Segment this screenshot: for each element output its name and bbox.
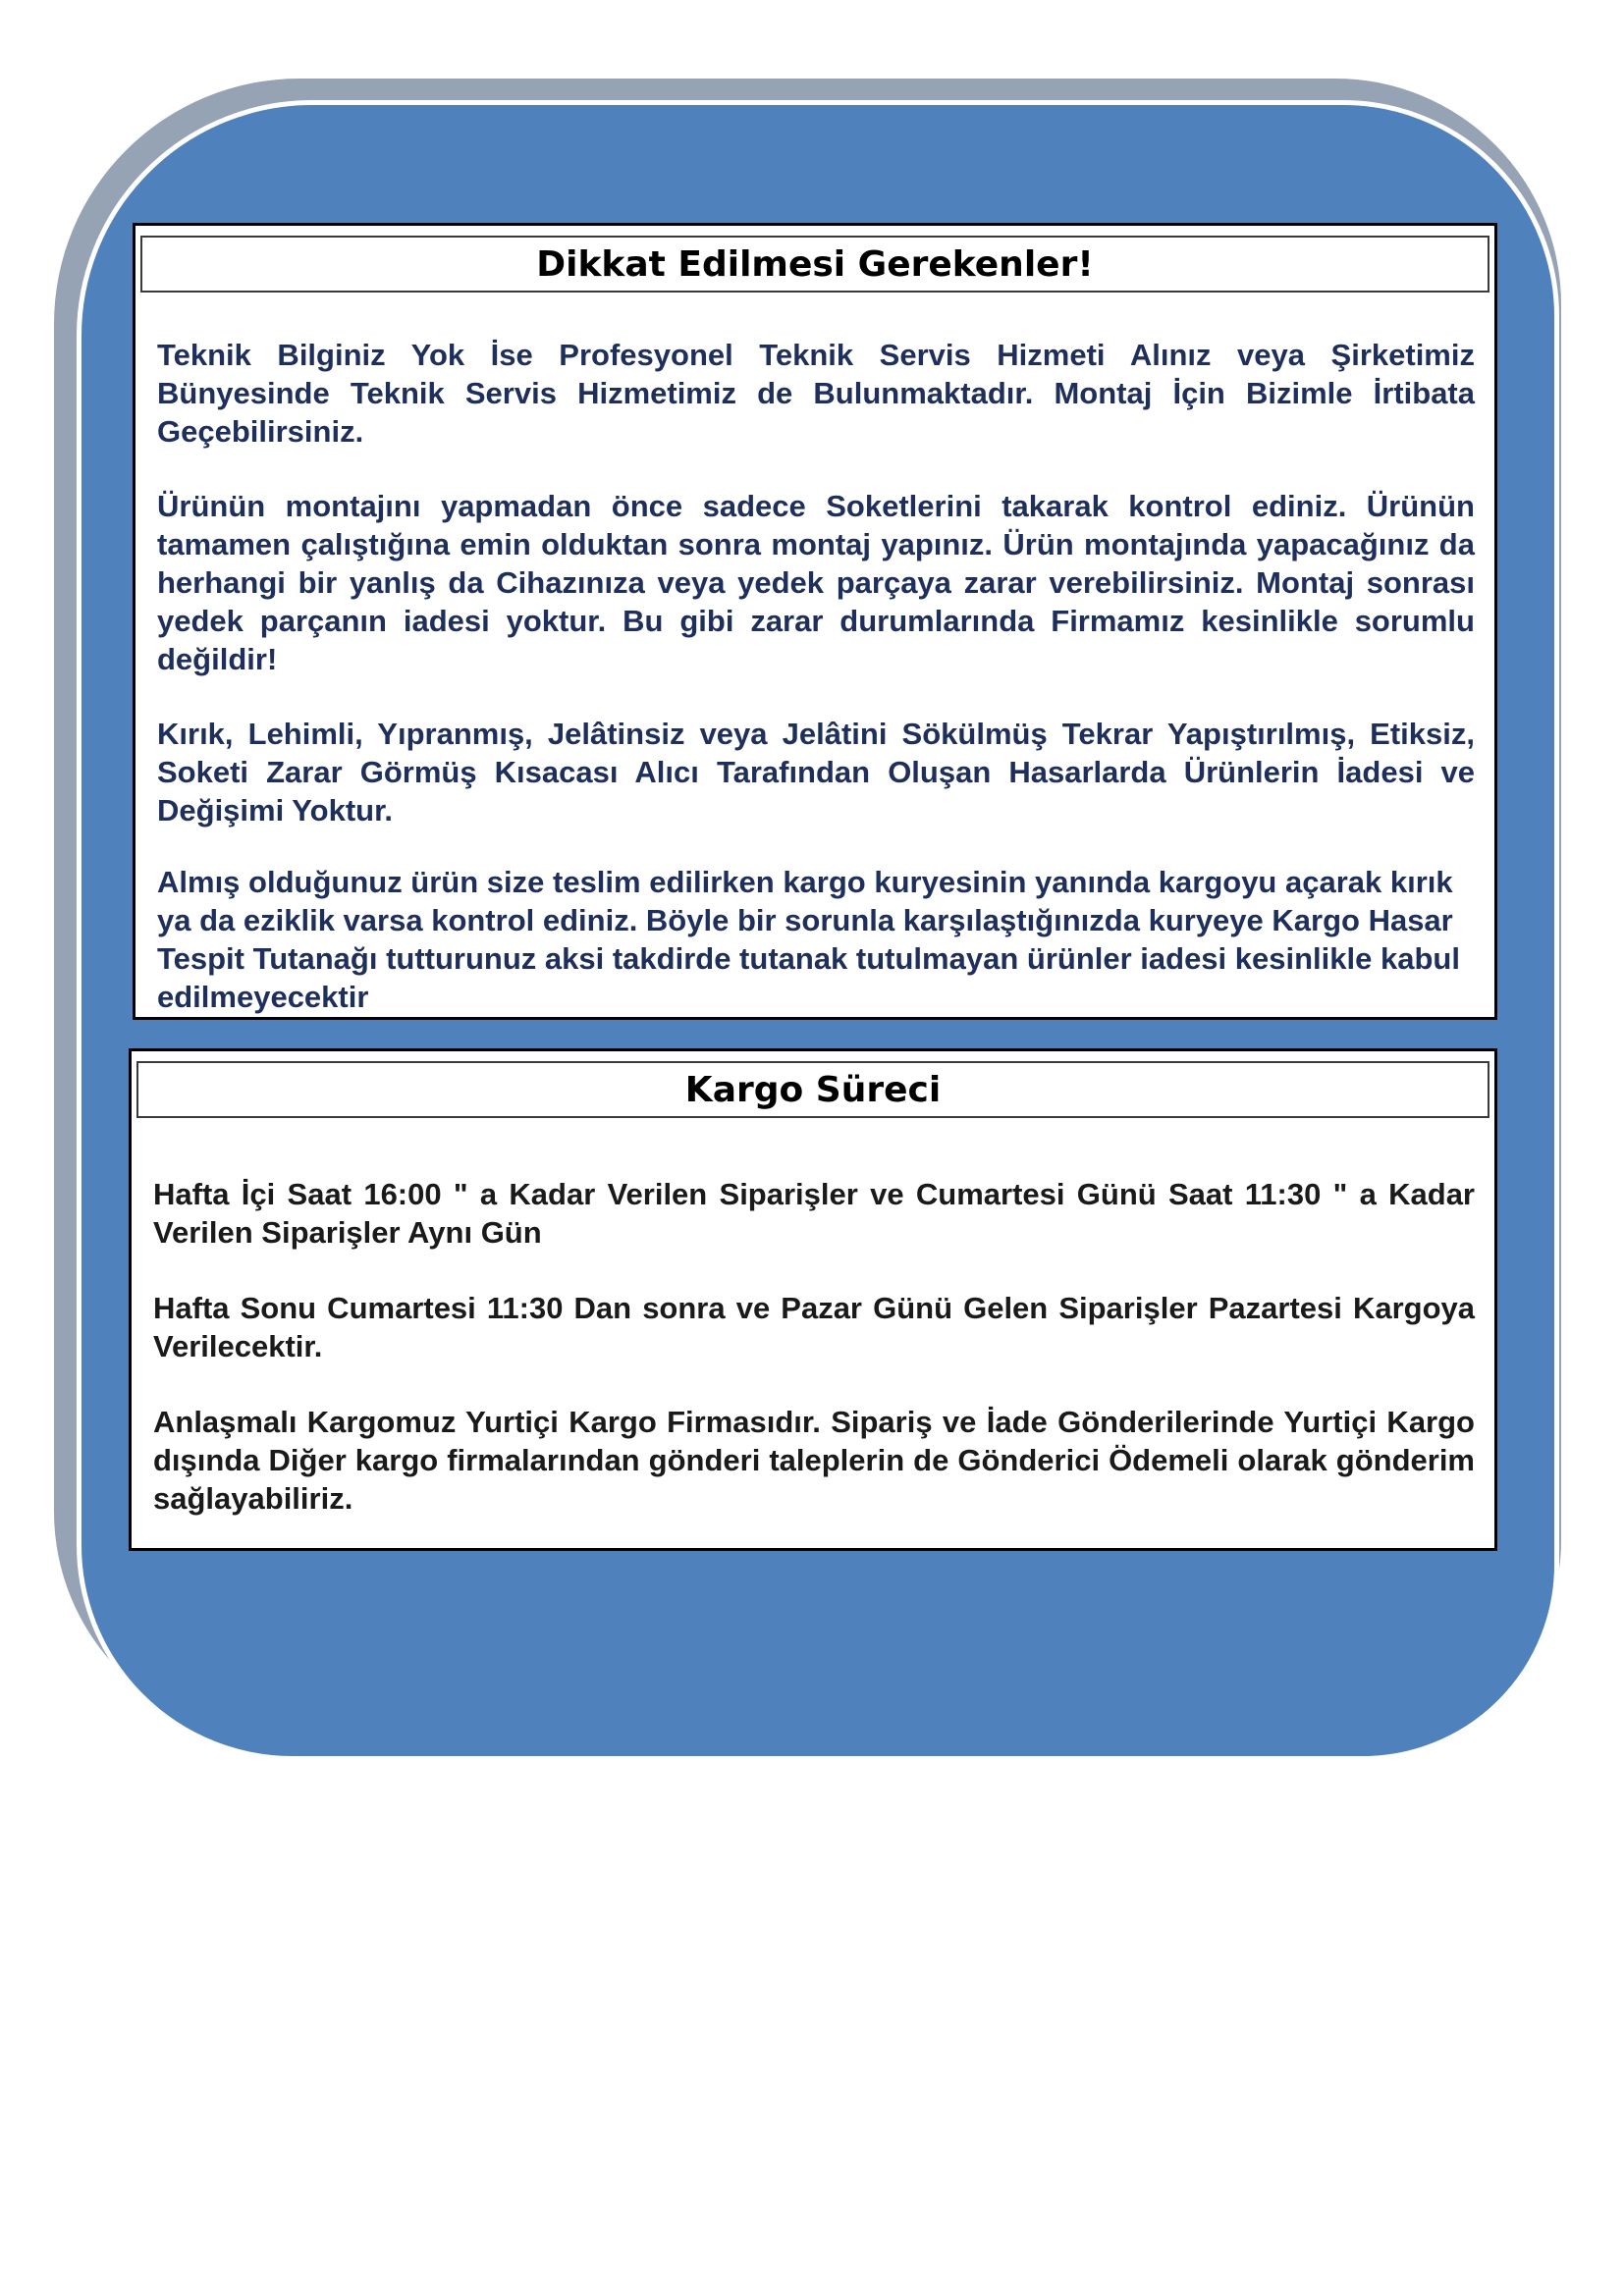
- shipping-paragraph-carrier: Anlaşmalı Kargomuz Yurtiçi Kargo Firmasıdır. Sipariş ve İade Gönderilerinde Yurtiçi Kargo dışında Diğer kargo firmalarından gönderi taleplerin de Gönderici Ödemeli olarak gönderim sağlayabiliriz.: [153, 1405, 1475, 1516]
- shipping-panel: [129, 1048, 1497, 1551]
- shipping-paragraph-weekend: Hafta Sonu Cumartesi 11:30 Dan sonra ve Pazar Günü Gelen Siparişler Pazartesi Kargoya Verilecektir.: [153, 1291, 1475, 1363]
- shipping-paragraph-weekday: Hafta İçi Saat 16:00 " a Kadar Verilen Siparişler ve Cumartesi Günü Saat 11:30 " a Kadar Verilen Siparişler Aynı Gün: [153, 1177, 1475, 1250]
- notice-paragraph-technical-service: Teknik Bilginiz Yok İse Profesyonel Teknik Servis Hizmeti Alınız veya Şirketimiz Bünyesinde Teknik Servis Hizmetimiz de Bulunmaktadır. Montaj İçin Bizimle İrtibata Geçebilirsiniz.: [157, 338, 1475, 449]
- notice-paragraph-returns: Kırık, Lehimli, Yıpranmış, Jelâtinsiz veya Jelâtini Sökülmüş Tekrar Yapıştırılmış, Etiksiz, Soketi Zarar Görmüş Kısacası Alıcı Tarafından Oluşan Hasarlarda Ürünlerin İadesi ve Değişimi Yoktur.: [157, 717, 1475, 828]
- notice-panel-title: Dikkat Edilmesi Gerekenler!: [140, 236, 1489, 293]
- notice-paragraph-delivery-check: Almış olduğunuz ürün size teslim edilirken kargo kuryesinin yanında kargoyu açarak kırık ya da eziklik varsa kontrol ediniz. Böyle bir sorunla karşılaştığınızda kuryeye Kargo Hasar Tespit Tutanağı tutturunuz aksi takdirde tutanak tutulmayan ürünler iadesi kesinlikle kabul edilmeyecektir: [157, 865, 1460, 1014]
- notice-paragraph-installation: Ürünün montajını yapmadan önce sadece Soketlerini takarak kontrol ediniz. Ürünün tamamen çalıştığına emin olduktan sonra montaj yapınız. Ürün montajında yapacağınız da herhangi bir yanlış da Cihazınıza veya yedek parçaya zarar verebilirsiniz. Montaj sonrası yedek parçanın iadesi yoktur. Bu gibi zarar durumlarında Firmamız kesinlikle sorumlu değildir!: [157, 489, 1475, 676]
- shipping-panel-title: Kargo Süreci: [136, 1061, 1489, 1118]
- notice-panel: [133, 223, 1497, 1020]
